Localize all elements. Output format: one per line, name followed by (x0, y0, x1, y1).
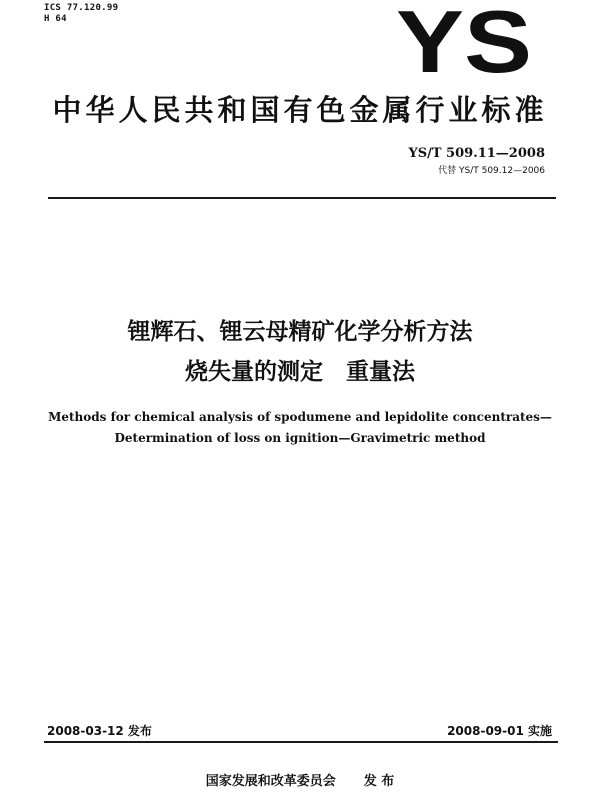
title-zh-line1: 锂辉石、锂云母精矿化学分析方法 (127, 319, 473, 345)
title-en-line1: Methods for chemical analysis of spodumene and lepidolite concentrates— (48, 410, 552, 424)
standard-number: YS/T 509.11—2008 (408, 146, 545, 161)
standard-category-title: 中华人民共和国有色金属行业标准 (52, 93, 548, 127)
title-en-line2: Determination of loss on ignition—Gravimetric method (114, 431, 486, 445)
publish-action: 发 布 (363, 774, 395, 789)
classification-codes (44, 3, 118, 25)
title-zh-line2: 烧失量的测定 重量法 (185, 359, 415, 385)
implementation-date: 2008-09-01 实施 (447, 724, 552, 738)
ics-code: ICS 77.120.99 (44, 3, 119, 13)
ys-logo (394, 8, 534, 76)
top-divider (48, 197, 556, 199)
bottom-divider (44, 741, 558, 743)
publisher-line (0, 770, 600, 789)
issue-date: 2008-03-12 发布 (47, 724, 152, 738)
ys-logo-text: YS (396, 8, 532, 76)
ccs-code: H 64 (44, 14, 67, 24)
replaces-note: 代替 YS/T 509.12—2006 (438, 166, 545, 176)
publisher-name: 国家发展和改革委员会 (205, 774, 336, 789)
